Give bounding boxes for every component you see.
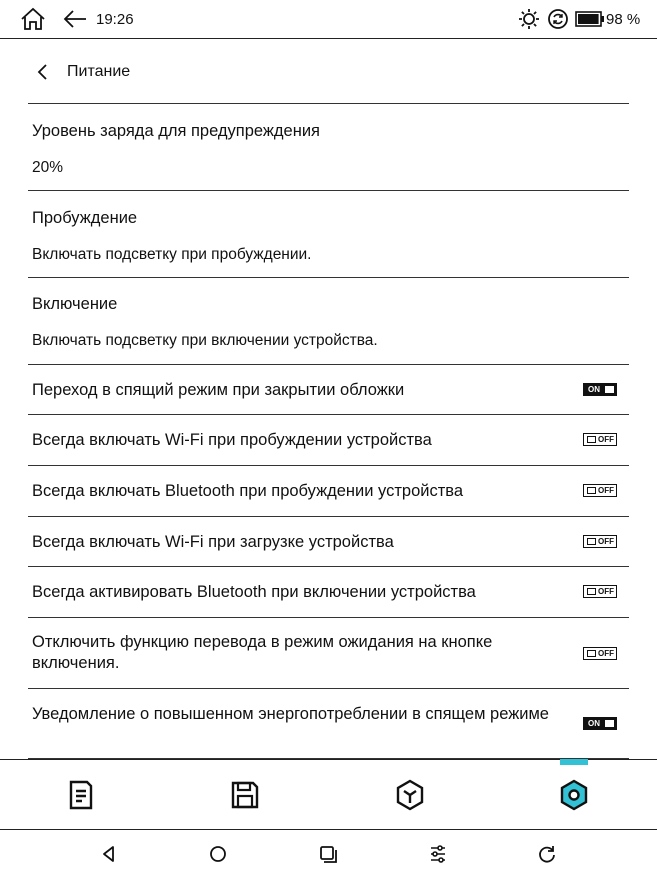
toggle-knob <box>587 650 596 657</box>
toggle-state: OFF <box>598 486 614 495</box>
toggle-title: Отключить функцию перевода в режим ожидания на кнопке включения. <box>32 633 493 672</box>
back-arrow-icon[interactable] <box>62 8 88 30</box>
toggle-title: Всегда включать Bluetooth при пробуждении устройства <box>32 482 464 500</box>
toggle-knob <box>587 588 596 595</box>
toggle-row-power-button-standby[interactable] <box>28 617 629 688</box>
toggle-row-sleep-power-alert[interactable] <box>28 688 629 759</box>
apps-icon[interactable] <box>393 778 427 812</box>
storage-icon[interactable] <box>228 778 262 812</box>
page-header <box>28 56 628 96</box>
nav-adjust-icon[interactable] <box>427 843 449 865</box>
toggle-knob <box>587 487 596 494</box>
chevron-left-icon[interactable] <box>36 63 50 81</box>
toggle-switch[interactable] <box>583 647 617 660</box>
nav-refresh-icon[interactable] <box>536 843 558 865</box>
home-icon[interactable] <box>20 6 46 32</box>
toggle-knob <box>605 386 614 393</box>
nav-home-icon[interactable] <box>207 843 229 865</box>
brightness-icon[interactable] <box>518 8 540 30</box>
toggle-title: Всегда включать Wi-Fi при пробуждении устройства <box>32 431 432 449</box>
toggle-state: OFF <box>598 649 614 658</box>
toggle-state: OFF <box>598 435 614 444</box>
nav-recents-icon[interactable] <box>317 843 339 865</box>
toggle-state: ON <box>588 719 600 728</box>
settings-icon[interactable] <box>557 778 591 812</box>
setting-value: 20% <box>32 159 64 176</box>
toggle-switch[interactable] <box>583 433 617 446</box>
toggle-knob <box>587 538 596 545</box>
setting-title: Уровень заряда для предупреждения <box>32 122 320 140</box>
toggle-knob <box>587 436 596 443</box>
setting-wakeup[interactable] <box>28 190 629 277</box>
setting-value: Включать подсветку при пробуждении. <box>32 246 312 263</box>
clock: 19:26 <box>96 11 134 28</box>
toggle-title: Всегда включать Wi-Fi при загрузке устройства <box>32 533 394 551</box>
setting-value: Включать подсветку при включении устройства. <box>32 332 378 349</box>
setting-power-on[interactable] <box>28 277 629 364</box>
battery-icon <box>575 11 605 27</box>
setting-title: Включение <box>32 295 118 313</box>
toggle-switch[interactable] <box>583 535 617 548</box>
toggle-row-bt-poweron[interactable] <box>28 566 629 617</box>
page-title: Питание <box>67 63 131 80</box>
bottom-tab-bar <box>0 759 657 830</box>
active-tab-indicator <box>560 759 588 765</box>
nav-back-icon[interactable] <box>98 843 120 865</box>
toggle-row-wifi-boot[interactable] <box>28 516 629 566</box>
battery-percent: 98 % <box>606 11 641 28</box>
toggle-knob <box>605 720 614 727</box>
toggle-switch[interactable] <box>583 383 617 396</box>
toggle-title: Переход в спящий режим при закрытии обложки <box>32 381 405 399</box>
toggle-row-bt-wakeup[interactable] <box>28 465 629 516</box>
toggle-title: Уведомление о повышенном энергопотреблении в спящем режиме <box>32 705 549 723</box>
toggle-row-wifi-wakeup[interactable] <box>28 414 629 465</box>
sync-icon[interactable] <box>547 8 569 30</box>
library-icon[interactable] <box>64 778 98 812</box>
toggle-state: ON <box>588 385 600 394</box>
toggle-switch[interactable] <box>583 717 617 730</box>
system-nav-bar <box>0 830 657 877</box>
setting-warning-level[interactable] <box>28 103 629 190</box>
toggle-state: OFF <box>598 537 614 546</box>
toggle-switch[interactable] <box>583 484 617 497</box>
setting-title: Пробуждение <box>32 209 138 227</box>
toggle-state: OFF <box>598 587 614 596</box>
toggle-switch[interactable] <box>583 585 617 598</box>
toggle-title: Всегда активировать Bluetooth при включении устройства <box>32 583 476 601</box>
status-bar <box>0 0 657 39</box>
toggle-row-cover-sleep[interactable] <box>28 364 629 414</box>
